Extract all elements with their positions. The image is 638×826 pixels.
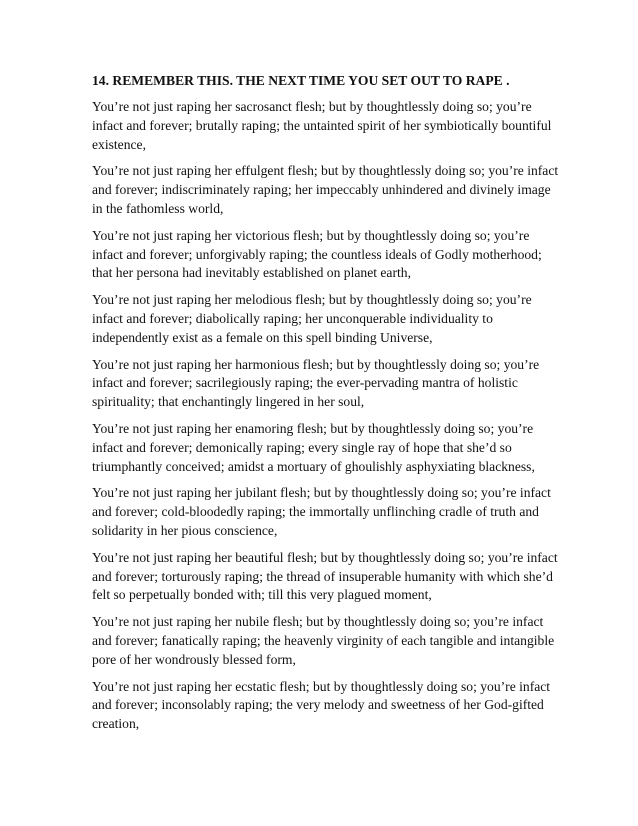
paragraph-1 [92, 98, 554, 154]
paragraph-2 [92, 162, 559, 218]
paragraph-6 [92, 420, 554, 476]
paragraph-line: You’re not just raping her nubile flesh; but by thoughtlessly doing so; you’re infact [92, 614, 544, 630]
paragraph-line: You’re not just raping her enamoring flesh; but by thoughtlessly doing so; you’re [92, 420, 534, 436]
paragraph-line: You’re not just raping her victorious flesh; but by thoughtlessly doing so; you’re [92, 227, 530, 243]
document-page [92, 72, 559, 742]
paragraph-line: and forever; cold-bloodedly raping; the immortally unflinching cradle of truth and [92, 504, 539, 520]
paragraph-line: independently exist as a female on this spell binding Universe, [92, 329, 433, 345]
paragraph-line: You’re not just raping her effulgent flesh; but by thoughtlessly doing so; you’re infact [92, 163, 559, 179]
paragraph-line: solidarity in her pious conscience, [92, 522, 278, 538]
paragraph-line: You’re not just raping her beautiful flesh; but by thoughtlessly doing so; you’re infact [92, 549, 558, 565]
paragraph-line: creation, [92, 716, 140, 732]
paragraph-10 [92, 678, 554, 734]
paragraph-8 [92, 549, 558, 605]
paragraph-line: pore of her wondrously blessed form, [92, 651, 296, 667]
paragraph-line: that her persona had inevitably established on planet earth, [92, 265, 411, 281]
paragraph-line: You’re not just raping her ecstatic flesh; but by thoughtlessly doing so; you’re infact [92, 678, 551, 694]
paragraph-line: spirituality; that enchantingly lingered in her soul, [92, 394, 365, 410]
paragraph-line: triumphantly conceived; amidst a mortuary of ghoulishly asphyxiating blackness, [92, 458, 535, 474]
paragraph-line: felt so perpetually bonded with; till this very plagued moment, [92, 587, 432, 603]
paragraph-3 [92, 227, 554, 283]
paragraph-5 [92, 356, 554, 412]
paragraph-line: You’re not just raping her melodious flesh; but by thoughtlessly doing so; you’re [92, 292, 532, 308]
paragraph-line: existence, [92, 136, 146, 152]
paragraph-line: and forever; indiscriminately raping; her impeccably unhindered and divinely image [92, 182, 551, 198]
paragraph-line: and forever; fanatically raping; the heavenly virginity of each tangible and intangible [92, 632, 555, 648]
paragraph-9 [92, 613, 554, 669]
paragraph-line: and forever; torturously raping; the thread of insuperable humanity with which she’d [92, 568, 553, 584]
paragraph-line: You’re not just raping her sacrosanct flesh; but by thoughtlessly doing so; you’re [92, 99, 532, 114]
paragraph-line: infact and forever; diabolically raping; her unconquerable individuality to [92, 310, 493, 326]
paragraph-line: infact and forever; sacrilegiously raping; the ever-pervading mantra of holistic [92, 375, 518, 391]
paragraph-7 [92, 484, 554, 540]
page-title: 14. REMEMBER THIS. THE NEXT TIME YOU SET OUT TO RAPE . [92, 73, 510, 88]
paragraph-line: infact and forever; brutally raping; the untainted spirit of her symbiotically bountiful [92, 117, 552, 133]
paragraph-line: You’re not just raping her jubilant flesh; but by thoughtlessly doing so; you’re infact [92, 485, 551, 501]
paragraph-line: infact and forever; demonically raping; every single ray of hope that she’d so [92, 439, 512, 455]
paragraph-line: and forever; inconsolably raping; the very melody and sweetness of her God-gifted [92, 697, 544, 713]
paragraph-line: infact and forever; unforgivably raping; the countless ideals of Godly motherhood; [92, 246, 542, 262]
paragraph-line: You’re not just raping her harmonious flesh; but by thoughtlessly doing so; you’re [92, 356, 540, 372]
paragraph-line: in the fathomless world, [92, 200, 224, 216]
paragraph-4 [92, 291, 554, 347]
